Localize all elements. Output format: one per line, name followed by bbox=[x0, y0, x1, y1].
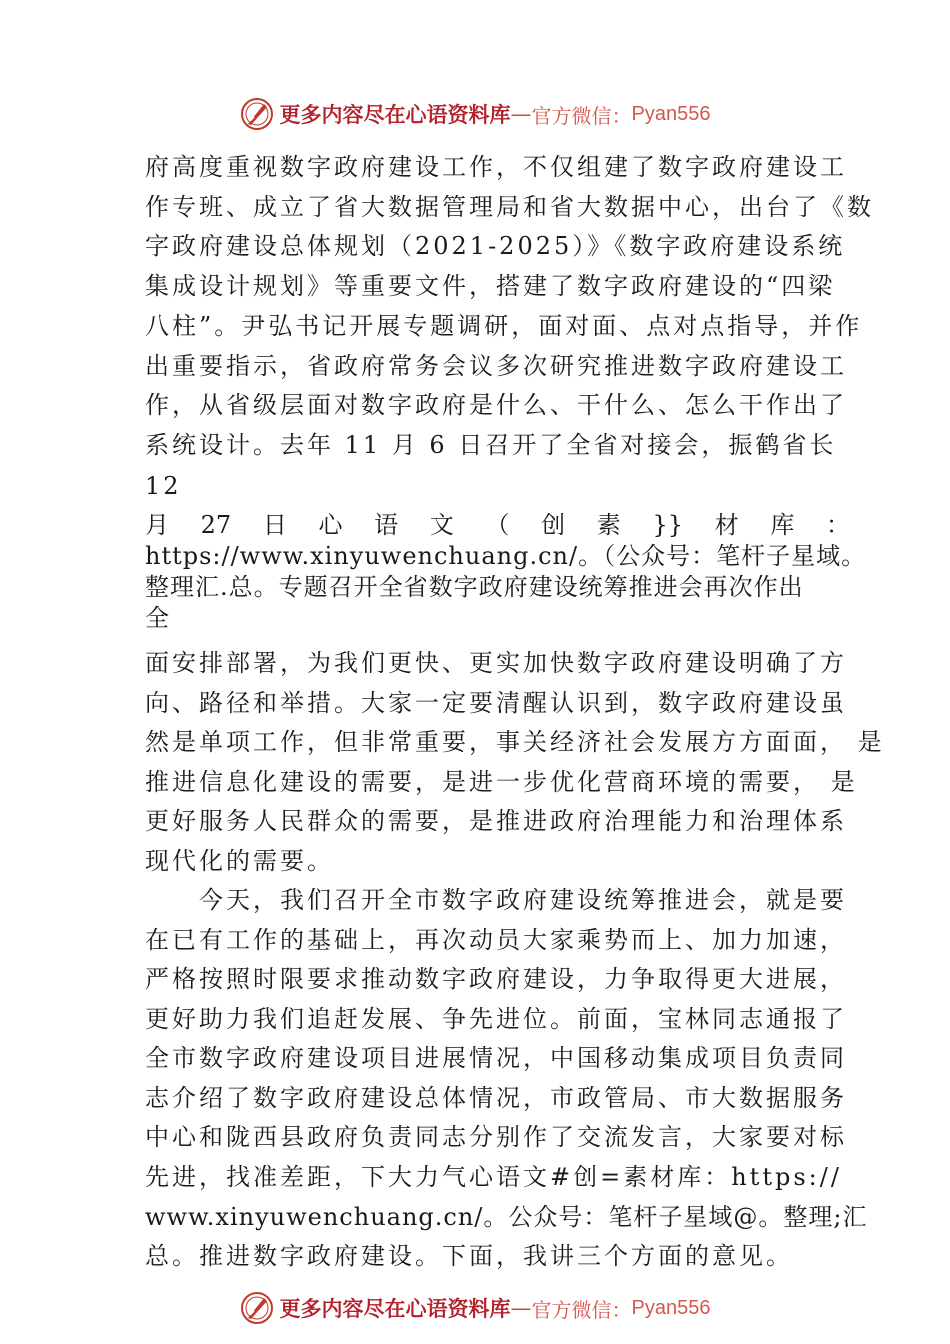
body-line: 然是单项工作，但非常重要，事关经济社会发展方方面面， 是 bbox=[145, 728, 885, 756]
body-line: 总。推进数字政府建设。下面，我讲三个方面的意见。 bbox=[145, 1242, 793, 1270]
watermark-dash: — bbox=[510, 102, 532, 126]
body-line: 作，从省级层面对数字政府是什么、干什么、怎么干作出了 bbox=[145, 391, 847, 419]
body-line: 向、路径和举措。大家一定要清醒认识到，数字政府建设虽 bbox=[145, 689, 847, 717]
body-line-spread bbox=[145, 510, 850, 540]
watermark-wechat-label: 官方微信： bbox=[531, 1297, 632, 1322]
body-line: 12 bbox=[145, 472, 182, 500]
spread-token: 日 bbox=[262, 511, 287, 539]
body-line: 系统设计。去年 11 月 6 日召开了全省对接会，振鹤省长 bbox=[145, 431, 837, 459]
spread-token: 语 bbox=[374, 511, 399, 539]
body-line: 字政府建设总体规划（2021-2025）》《数字政府建设系统 bbox=[145, 232, 846, 260]
body-line: https://www.xinyuwenchuang.cn/。（公众号：笔杆子星域。 bbox=[145, 542, 867, 570]
body-line: 府高度重视数字政府建设工作，不仅组建了数字政府建设工 bbox=[145, 153, 847, 181]
spread-token: }} bbox=[652, 511, 683, 539]
spread-token: 心 bbox=[318, 511, 343, 539]
body-line: 作专班、成立了省大数据管理局和省大数据中心，出台了《数 bbox=[145, 193, 874, 221]
spread-token: 材 bbox=[714, 511, 739, 539]
body-line: 更好服务人民群众的需要，是推进政府治理能力和治理体系 bbox=[145, 807, 847, 835]
body-line: 今天，我们召开全市数字政府建设统筹推进会，就是要 bbox=[145, 886, 847, 914]
spread-token: 月 bbox=[145, 511, 169, 539]
body-line: 八柱”。尹弘书记开展专题调研，面对面、点对点指导，并作 bbox=[145, 312, 863, 340]
body-line: 先进，找准差距，下大力气心语文#创=素材库：https:// bbox=[145, 1163, 842, 1191]
body-line: 在已有工作的基础上，再次动员大家乘势而上、加力加速， bbox=[145, 926, 847, 954]
body-line: 严格按照时限要求推动数字政府建设，力争取得更大进展， bbox=[145, 965, 847, 993]
body-line: 推进信息化建设的需要，是进一步优化营商环境的需要， 是 bbox=[145, 768, 858, 796]
spread-token: 素 bbox=[596, 511, 621, 539]
watermark-wechat-id: Pyan556 bbox=[631, 1296, 711, 1319]
body-line: 更好助力我们追赶发展、争先进位。前面，宝林同志通报了 bbox=[145, 1005, 847, 1033]
watermark-wechat-label: 官方微信： bbox=[531, 103, 632, 128]
spread-token: 库 bbox=[770, 511, 795, 539]
watermark-dash: — bbox=[510, 1296, 532, 1320]
spread-token: ： bbox=[825, 511, 850, 539]
spread-token: 27 bbox=[200, 511, 232, 539]
body-line: 出重要指示，省政府常务会议多次研究推进数字政府建设工 bbox=[145, 352, 847, 380]
body-line: 整理汇.总。专题召开全省数字政府建设统筹推进会再次作出 bbox=[145, 573, 804, 601]
body-line: 全 bbox=[145, 604, 172, 632]
watermark-wechat-id: Pyan556 bbox=[631, 102, 711, 125]
body-line: 面安排部署，为我们更快、更实加快数字政府建设明确了方 bbox=[145, 649, 847, 677]
body-line: 全市数字政府建设项目进展情况，中国移动集成项目负责同 bbox=[145, 1044, 847, 1072]
body-line: www.xinyuwenchuang.cn/。公众号：笔杆子星域@。整理;汇 bbox=[145, 1203, 868, 1231]
body-line: 志介绍了数字政府建设总体情况，市政管局、市大数据服务 bbox=[145, 1084, 847, 1112]
quill-logo-icon bbox=[240, 97, 274, 131]
spread-token: 创 bbox=[541, 511, 566, 539]
watermark-banner-bottom bbox=[0, 1288, 950, 1328]
spread-token: 文 bbox=[429, 511, 454, 539]
watermark-banner-top bbox=[0, 94, 950, 134]
quill-logo-icon bbox=[240, 1291, 274, 1325]
watermark-main-text: 更多内容尽在心语资料库 bbox=[279, 1297, 511, 1321]
spread-token: （ bbox=[485, 511, 510, 539]
body-line: 现代化的需要。 bbox=[145, 847, 334, 875]
body-line: 集成设计规划》等重要文件，搭建了数字政府建设的“四梁 bbox=[145, 272, 836, 300]
watermark-main-text: 更多内容尽在心语资料库 bbox=[279, 103, 511, 127]
body-line: 中心和陇西县政府负责同志分别作了交流发言，大家要对标 bbox=[145, 1123, 847, 1151]
